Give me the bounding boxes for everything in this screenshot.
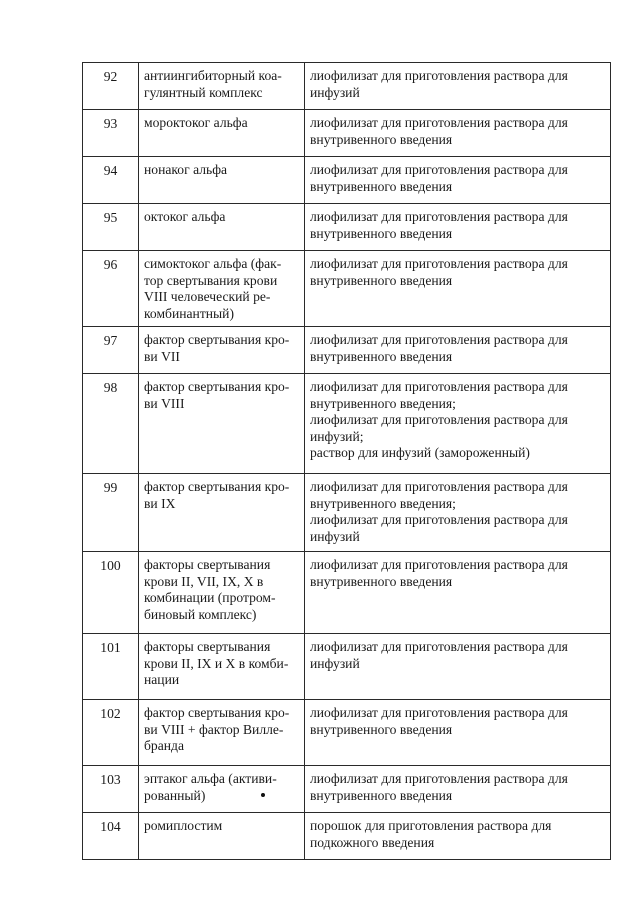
dosage-form-line: инфузий;: [310, 428, 364, 444]
dosage-form-cell: [305, 552, 611, 634]
dosage-form-line: лиофилизат для приготовления раствора для: [310, 209, 568, 224]
table-row: [83, 251, 611, 327]
drug-name-line: симоктоког альфа (фак-: [144, 256, 282, 271]
drug-name-cell: [139, 552, 305, 634]
drug-name-line: факторы свертывания: [144, 639, 271, 654]
row-number: 94: [83, 157, 139, 204]
dosage-form-line: внутривенного введения: [310, 787, 453, 803]
row-number: 100: [83, 552, 139, 634]
drug-name-line: комбинации (протром-: [144, 590, 276, 605]
dosage-form-line: раствор для инфузий (замороженный): [310, 445, 530, 460]
dosage-form-line: внутривенного введения: [310, 131, 453, 147]
dosage-form-cell: [305, 63, 611, 110]
drug-name-cell: [139, 766, 305, 813]
dosage-form-cell: [305, 700, 611, 766]
table-row: [83, 204, 611, 251]
drug-name-line: ви VIII: [144, 395, 185, 411]
drug-name-line: октоког альфа: [144, 209, 226, 224]
drug-name-line: фактор свертывания кро-: [144, 379, 290, 394]
row-number: 97: [83, 327, 139, 374]
drug-name-line: нонаког альфа: [144, 162, 228, 177]
table-row: [83, 63, 611, 110]
dosage-form-line: лиофилизат для приготовления раствора для: [310, 557, 568, 572]
drug-name-cell: [139, 204, 305, 251]
dosage-form-cell: [305, 374, 611, 474]
drug-name-line: факторы свертывания: [144, 557, 271, 572]
dosage-form-line: лиофилизат для приготовления раствора для: [310, 412, 568, 427]
drug-name-cell: [139, 813, 305, 860]
drug-name-cell: [139, 374, 305, 474]
dosage-form-line: лиофилизат для приготовления раствора для: [310, 162, 568, 177]
row-number: 104: [83, 813, 139, 860]
drug-name-line: фактор свертывания кро-: [144, 705, 290, 720]
dosage-form-line: внутривенного введения: [310, 573, 453, 589]
table-row: [83, 157, 611, 204]
drug-name-cell: [139, 474, 305, 552]
dosage-form-line: лиофилизат для приготовления раствора для: [310, 479, 568, 494]
drug-name-line: ви IX: [144, 495, 176, 511]
dosage-form-line: инфузий: [310, 84, 360, 100]
drug-name-line: ви VII: [144, 348, 180, 364]
dosage-form-cell: [305, 327, 611, 374]
row-number: 93: [83, 110, 139, 157]
drug-name-line: крови II, IX и X в комби-: [144, 655, 289, 671]
row-number: 99: [83, 474, 139, 552]
drug-name-line: бранда: [144, 738, 184, 753]
drug-name-cell: [139, 327, 305, 374]
dosage-form-cell: [305, 204, 611, 251]
drug-name-cell: [139, 63, 305, 110]
dosage-form-line: инфузий: [310, 655, 360, 671]
table-row: [83, 110, 611, 157]
drug-name-line: фактор свертывания кро-: [144, 479, 290, 494]
row-number: 101: [83, 634, 139, 700]
dosage-form-line: лиофилизат для приготовления раствора для: [310, 705, 568, 720]
row-number: 103: [83, 766, 139, 813]
drug-name-line: антиингибиторный коа-: [144, 68, 282, 83]
drug-name-line: фактор свертывания кро-: [144, 332, 290, 347]
drug-name-line: эптаког альфа (активи-: [144, 771, 277, 786]
dosage-form-line: внутривенного введения: [310, 272, 453, 288]
dosage-form-line: лиофилизат для приготовления раствора для: [310, 512, 568, 527]
row-number: 102: [83, 700, 139, 766]
dosage-form-line: лиофилизат для приготовления раствора для: [310, 379, 568, 394]
table-row: [83, 634, 611, 700]
drug-name-line: крови II, VII, IX, X в: [144, 573, 264, 589]
table-row: [83, 474, 611, 552]
dosage-form-cell: [305, 813, 611, 860]
dosage-form-cell: [305, 474, 611, 552]
drug-name-line: комбинантный): [144, 305, 234, 321]
dosage-form-line: внутривенного введения: [310, 721, 453, 737]
drug-name-cell: [139, 110, 305, 157]
table-row: [83, 813, 611, 860]
dosage-form-line: внутривенного введения;: [310, 495, 456, 511]
drug-name-line: VIII человеческий ре-: [144, 289, 271, 304]
table-row: [83, 374, 611, 474]
dosage-form-line: внутривенного введения: [310, 225, 453, 241]
dosage-form-line: внутривенного введения: [310, 178, 453, 194]
dosage-form-cell: [305, 251, 611, 327]
dosage-form-line: подкожного введения: [310, 834, 435, 850]
stray-ink-dot: [261, 793, 265, 797]
drug-name-line: мороктоког альфа: [144, 115, 248, 130]
drug-name-line: ромиплостим: [144, 818, 223, 833]
drug-name-cell: [139, 700, 305, 766]
drug-name-line: биновый комплекс): [144, 606, 257, 622]
dosage-form-line: лиофилизат для приготовления раствора для: [310, 332, 568, 347]
table-row: [83, 327, 611, 374]
dosage-form-line: лиофилизат для приготовления раствора для: [310, 639, 568, 654]
row-number: 96: [83, 251, 139, 327]
dosage-form-line: лиофилизат для приготовления раствора для: [310, 115, 568, 130]
dosage-form-line: лиофилизат для приготовления раствора для: [310, 256, 568, 271]
table-row: [83, 766, 611, 813]
dosage-form-line: внутривенного введения: [310, 348, 453, 364]
table-row: [83, 552, 611, 634]
row-number: 92: [83, 63, 139, 110]
table-row: [83, 700, 611, 766]
dosage-form-cell: [305, 634, 611, 700]
drug-name-line: нации: [144, 672, 180, 687]
dosage-form-line: порошок для приготовления раствора для: [310, 818, 552, 833]
drug-name-line: рованный): [144, 787, 206, 803]
drug-name-line: гулянтный комплекс: [144, 84, 263, 100]
dosage-form-line: лиофилизат для приготовления раствора для: [310, 68, 568, 83]
dosage-form-cell: [305, 157, 611, 204]
dosage-form-cell: [305, 110, 611, 157]
drug-name-cell: [139, 251, 305, 327]
drug-name-cell: [139, 634, 305, 700]
drug-name-line: ви VIII + фактор Вилле-: [144, 721, 284, 737]
row-number: 95: [83, 204, 139, 251]
dosage-form-line: инфузий: [310, 528, 360, 544]
row-number: 98: [83, 374, 139, 474]
drug-name-line: тор свертывания крови: [144, 272, 278, 288]
table-body: [83, 63, 611, 860]
dosage-form-line: внутривенного введения;: [310, 395, 456, 411]
dosage-form-cell: [305, 766, 611, 813]
dosage-form-line: лиофилизат для приготовления раствора для: [310, 771, 568, 786]
drug-name-cell: [139, 157, 305, 204]
drug-table: [82, 62, 611, 860]
